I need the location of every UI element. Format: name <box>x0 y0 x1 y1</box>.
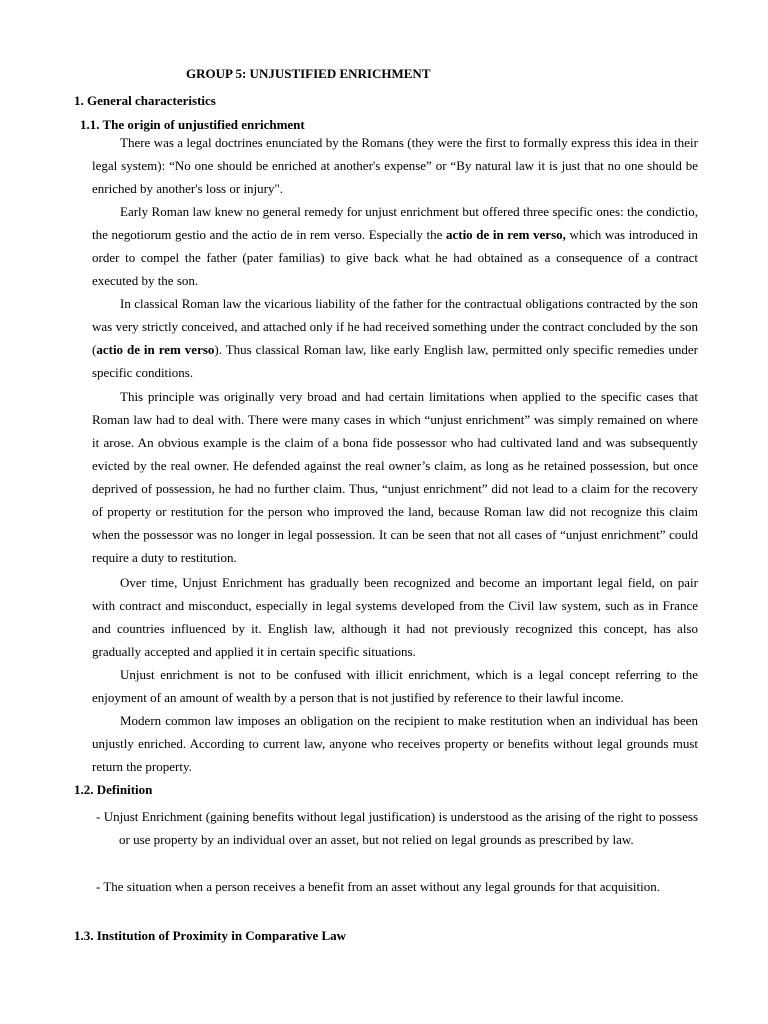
paragraph-2-text-c: which was introduced in order to compel the father (pater familias) to give back what he had obtained as a consequence of a contract executed by the son. <box>92 227 698 288</box>
paragraph-3-text-a: In classical Roman law the vicarious liability of the father for the contractual obligations contracted by the son was very strictly conceived, and attached only if he had received something under the contract concluded by the son ( <box>92 296 698 357</box>
paragraph-3-bold: actio de in rem verso <box>96 342 215 357</box>
paragraph-2-text-a: Early Roman law knew no general remedy for unjust enrichment but offered three specific ones: the condictio, the negotiorum gestio and the actio de in rem verso. Especially the <box>92 204 698 242</box>
paragraph-2-bold: actio de in rem verso, <box>445 227 566 242</box>
definition-bullet-2: - The situation when a person receives a benefit from an asset without any legal grounds for that acquisition. <box>96 879 661 894</box>
heading-general-characteristics: 1. General characteristics <box>74 93 216 108</box>
heading-institution-of-proximity: 1.3. Institution of Proximity in Comparative Law <box>74 928 347 943</box>
paragraph-6: Unjust enrichment is not to be confused with illicit enrichment, which is a legal concept referring to the enjoyment of an amount of wealth by a person that is not justified by reference to their lawful income. <box>92 667 698 705</box>
paragraph-2 <box>92 200 698 292</box>
heading-definition: 1.2. Definition <box>74 782 153 797</box>
heading-origin: 1.1. The origin of unjustified enrichment <box>80 117 305 132</box>
paragraph-7: Modern common law imposes an obligation on the recipient to make restitution when an individual has been unjustly enriched. According to current law, anyone who receives property or benefits without legal grounds must return the property. <box>92 713 698 774</box>
paragraph-4: This principle was originally very broad and had certain limitations when applied to the specific cases that Roman law had to deal with. There were many cases in which “unjust enrichment” was simply remained on where it arose. An obvious example is the claim of a bona fide possessor who had cultivated land and was subsequently evicted by the real owner. He defended against the real owner’s claim, as long as he retained possession, but once deprived of possession, he had no further claim. Thus, “unjust enrichment” did not lead to a claim for the recovery of property or restitution for the person who improved the land, because Roman law did not recognize this claim when the possessor was no longer in legal possession. It can be seen that not all cases of “unjust enrichment” could require a duty to restitution. <box>92 389 698 565</box>
paragraph-1: There was a legal doctrines enunciated by the Romans (they were the first to formally express this idea in their legal system): “No one should be enriched at another's expense” or “By natural law it is just that no one should be enriched by another's loss or injury". <box>92 135 698 196</box>
paragraph-3-text-c: ). Thus classical Roman law, like early English law, permitted only specific remedies under specific conditions. <box>92 342 698 380</box>
document-title: GROUP 5: UNJUSTIFIED ENRICHMENT <box>186 66 431 81</box>
paragraph-3 <box>92 292 698 384</box>
definition-bullet-1: - Unjust Enrichment (gaining benefits without legal justification) is understood as the arising of the right to possess or use property by an individual over an asset, but not relied on legal grounds as prescribed by law. <box>96 809 698 847</box>
paragraph-5: Over time, Unjust Enrichment has gradually been recognized and become an important legal field, on pair with contract and misconduct, especially in legal systems developed from the Civil law system, such as in France and countries influenced by it. English law, although it had not previously recognized this concept, has also gradually accepted and applied it in certain specific situations. <box>92 575 698 659</box>
